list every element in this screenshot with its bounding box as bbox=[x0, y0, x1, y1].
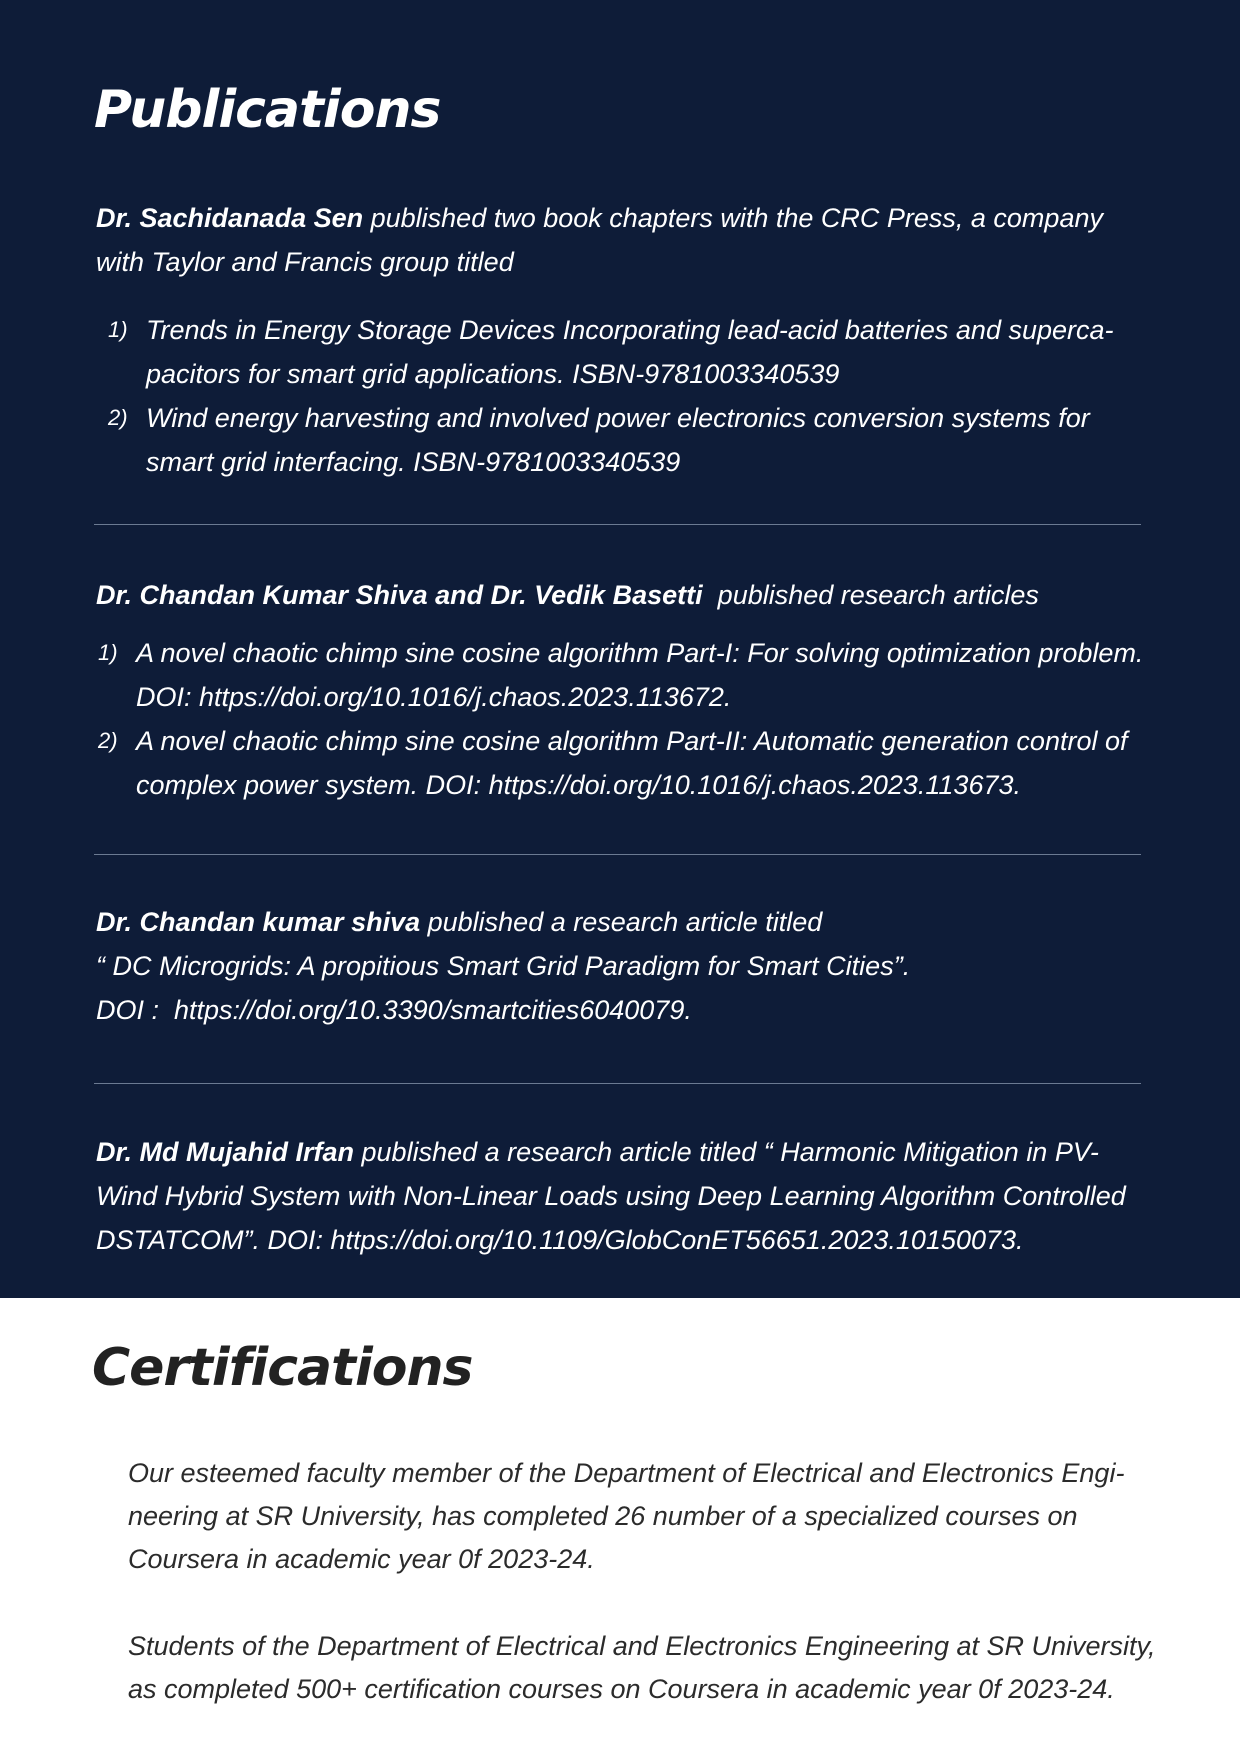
list-item bbox=[96, 308, 1146, 396]
item-text: A novel chaotic chimp sine cosine algorithm Part-I: For solving optimization problem. DOI: https://doi.org/10.1016/j.chaos.2023.113672. bbox=[136, 638, 1144, 712]
divider bbox=[94, 854, 1141, 855]
item-text: Trends in Energy Storage Devices Incorporating lead-acid batteries and supercapacitors for smart grid applications. ISBN-9781003340539 bbox=[146, 315, 1114, 389]
item-text: Wind energy harvesting and involved power electronics conversion systems for smart grid interfacing. ISBN-9781003340539 bbox=[146, 403, 1090, 477]
publication-entry-sen bbox=[96, 196, 1146, 484]
divider bbox=[94, 1083, 1141, 1084]
entry-list bbox=[96, 308, 1146, 484]
item-number: 1) bbox=[108, 317, 128, 342]
publication-entry-shiva bbox=[96, 900, 1146, 1032]
entry-line-1 bbox=[96, 900, 1146, 944]
certification-faculty-paragraph: Our esteemed faculty member of the Department of Electrical and Electronics Engineering at SR University, has completed 26 number of a specialized courses on Coursera in academic year 0f 2023-24. bbox=[128, 1458, 1125, 1574]
author-name: Dr. Md Mujahid Irfan bbox=[96, 1137, 355, 1167]
list-item bbox=[96, 719, 1176, 807]
item-number: 1) bbox=[98, 640, 118, 665]
publications-title: Publications bbox=[94, 80, 441, 140]
certifications-section bbox=[0, 1298, 1240, 1755]
certifications-title: Certifications bbox=[92, 1338, 473, 1398]
entry-intro bbox=[96, 573, 1176, 617]
entry-doi: DOI : https://doi.org/10.3390/smartcities6040079. bbox=[96, 995, 692, 1025]
entry-line-2: “ DC Microgrids: A propitious Smart Grid Paradigm for Smart Cities”. bbox=[96, 951, 911, 981]
divider bbox=[94, 524, 1141, 525]
certification-students-paragraph: Students of the Department of Electrical and Electronics Engineering at SR University, as completed 500+ certification courses on Coursera in academic year 0f 2023-24. bbox=[128, 1631, 1156, 1704]
entry-intro bbox=[96, 1130, 1156, 1262]
entry-intro bbox=[96, 196, 1146, 284]
entry-text: published a research article titled bbox=[420, 907, 823, 937]
entry-text: published a research article titled “ Harmonic Mitigation in PV-Wind Hybrid System with Non-Linear Loads using Deep Learning Algorithm Controlled DSTATCOM”. DOI: https://doi.org/10.1109/GlobConET56651.2023.10150073. bbox=[96, 1137, 1126, 1255]
entry-list bbox=[96, 631, 1176, 807]
item-number: 2) bbox=[98, 728, 118, 753]
entry-text: published two book chapters with the CRC Press, a company with Taylor and Francis group titled bbox=[96, 203, 1103, 277]
publication-entry-shiva-basetti bbox=[96, 573, 1176, 807]
publication-entry-irfan bbox=[96, 1130, 1156, 1262]
list-item bbox=[96, 396, 1146, 484]
author-name: Dr. Chandan kumar shiva bbox=[96, 907, 421, 937]
author-name: Dr. Chandan Kumar Shiva and Dr. Vedik Basetti bbox=[96, 580, 703, 610]
entry-text: published research articles bbox=[702, 580, 1039, 610]
list-item bbox=[96, 631, 1176, 719]
item-text: A novel chaotic chimp sine cosine algorithm Part-II: Automatic generation control of complex power system. DOI: https://doi.org/10.1016/j.chaos.2023.113673. bbox=[136, 726, 1128, 800]
item-number: 2) bbox=[108, 405, 128, 430]
author-name: Dr. Sachidanada Sen bbox=[96, 203, 364, 233]
